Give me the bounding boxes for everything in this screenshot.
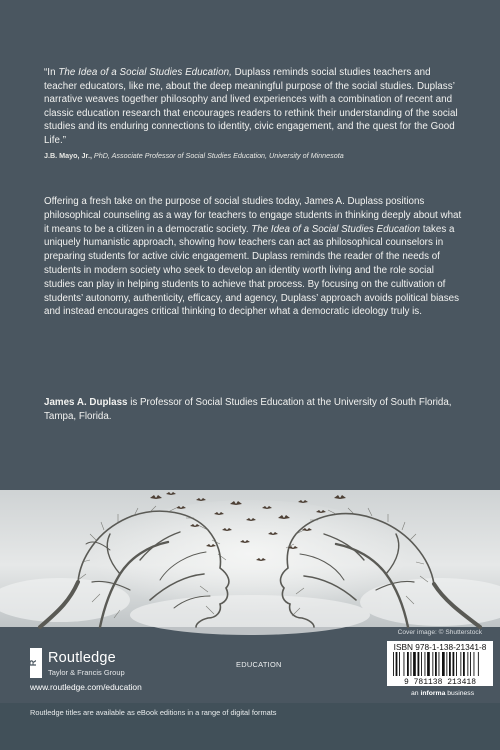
barcode-bar	[404, 652, 405, 676]
publisher-name: Routledge	[48, 650, 116, 666]
barcode-bar	[470, 652, 471, 676]
quote-body: Duplass reminds social studies teachers and teacher educators, like me, about the deep meaningful purpose of the social studies. Duplass’ narrative weaves together philosophy and lived experiences with a combination of recent and classic education research that encourages readers to rethink their understanding of the social studies and its enduring connections to identity, civic engagement, and the quest for the Good Life.”	[44, 67, 458, 146]
quote-open: “In	[44, 67, 59, 78]
author-bio	[44, 396, 464, 424]
barcode-bar	[432, 652, 433, 676]
barcode-bar	[413, 652, 416, 676]
publisher-website-link[interactable]: www.routledge.com/education	[30, 682, 142, 692]
barcode-bar	[421, 652, 422, 676]
barcode-bar	[453, 652, 455, 676]
logo-letter: R	[28, 659, 38, 667]
barcode-digits: 9 781138 213418	[403, 678, 477, 687]
routledge-logo-icon	[30, 648, 42, 678]
description-part-1: Offering a fresh take on the purpose of social studies today, James A. Duplass positions philosophical counseling as a way for teachers to engage students in thinking deeply about what it means to be a citizen in a democratic society.	[44, 196, 462, 235]
isbn-barcode-box	[387, 641, 493, 686]
endorsement-quote	[44, 66, 462, 148]
attribution-title: PhD, Associate Professor of Social Studies Education, University of Minnesota	[91, 150, 344, 160]
barcode-icon	[390, 652, 490, 685]
barcode-bar	[439, 652, 440, 676]
cover-illustration	[0, 490, 500, 627]
barcode-bar	[411, 652, 412, 676]
barcode-bar	[474, 652, 475, 676]
cover-image-credit: Cover image: © Shutterstock	[397, 629, 482, 636]
barcode-bar	[446, 652, 447, 676]
barcode-bar	[478, 652, 479, 676]
informa-brand: informa	[420, 690, 446, 697]
subject-category: EDUCATION	[236, 660, 282, 669]
barcode-bar	[407, 652, 409, 676]
informa-business-label	[411, 690, 474, 697]
endorsement-block	[44, 66, 462, 161]
attribution-name: J.B. Mayo, Jr.,	[44, 150, 92, 160]
isbn-number: ISBN 978-1-138-21341-8	[393, 642, 487, 652]
barcode-bar	[425, 652, 426, 676]
barcode-bar	[460, 652, 461, 676]
book-description	[44, 195, 464, 319]
barcode-bar	[442, 652, 445, 676]
barcode-bar	[399, 652, 400, 676]
quote-book-title: The Idea of a Social Studies Education,	[58, 67, 232, 78]
barcode-bar	[418, 652, 420, 676]
endorsement-attribution	[44, 151, 462, 161]
author-bio-text: is Professor of Social Studies Education at the University of South Florida, Tampa, Florida.	[44, 397, 452, 422]
ebook-availability-note: Routledge titles are available as eBook editions in a range of digital formats	[30, 708, 277, 717]
barcode-bar	[456, 652, 457, 676]
barcode-bar	[396, 652, 398, 676]
description-book-title: The Idea of a Social Studies Education	[251, 223, 421, 235]
informa-prefix: an	[411, 690, 421, 697]
barcode-bar	[435, 652, 437, 676]
informa-suffix: business	[445, 690, 475, 697]
barcode-bar	[467, 652, 468, 676]
barcode-bar	[463, 652, 465, 676]
publisher-group: Taylor & Francis Group	[48, 668, 125, 677]
barcode-bar	[393, 652, 394, 676]
barcode-bar	[449, 652, 451, 676]
description-part-2: takes a uniquely humanistic approach, showing how teachers can act as philosophical counselors in preparing students for active civic engagement. Duplass reminds the reader of the needs of students in modern society who seek to develop an identity worth living and the role social studies can play in helping students to achieve that process. By focusing on the cultivation of students’ autonomy, authenticity, efficacy, and agency, Duplass’ approach avoids political biases and instead encourages critical thinking to decipher what a democratic ideology truly is.	[44, 223, 459, 318]
author-name: James A. Duplass	[44, 397, 128, 408]
barcode-bar	[427, 652, 430, 676]
